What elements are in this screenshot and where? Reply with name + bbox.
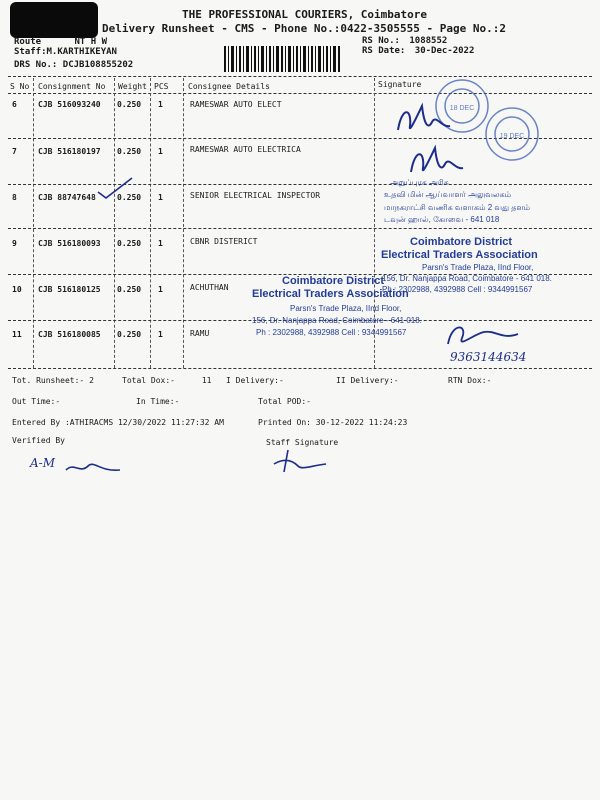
company-title: THE PROFESSIONAL COURIERS, Coimbatore xyxy=(182,8,428,21)
assoc-stamp-phone: Ph : 2302988, 4392988 Cell : 9344991567 xyxy=(256,328,407,337)
row-consignee: ACHUTHAN xyxy=(190,283,229,292)
row-consignee: SENIOR ELECTRICAL INSPECTOR xyxy=(190,191,321,200)
assoc-stamp-phone: Ph : 2302988, 4392988 Cell : 9344991567 xyxy=(382,285,533,294)
svg-text:18 DEC: 18 DEC xyxy=(449,105,475,112)
row-pcs: 1 xyxy=(158,147,163,156)
col-divider xyxy=(33,78,34,368)
total-dox-value: 11 xyxy=(201,376,212,385)
row-weight: 0.250 xyxy=(117,330,142,339)
signature-scribble xyxy=(444,318,524,354)
row-sno: 8 xyxy=(12,193,17,202)
row-consignment: CJB 516180197 xyxy=(38,147,101,156)
assoc-stamp-address: 156, Dr. Nanjappa Road, Coimbatore - 641 018. xyxy=(252,316,422,325)
assoc-stamp-address: Parsn's Trade Plaza, IInd Floor, xyxy=(422,263,534,272)
col-sno: S No xyxy=(10,82,30,91)
col-divider xyxy=(183,78,184,368)
tamil-stamp-line: டவுன் ஹால், கோவை - 641 018 xyxy=(384,215,500,224)
row-weight: 0.250 xyxy=(117,193,142,202)
row-weight: 0.250 xyxy=(117,239,142,248)
tamil-stamp-line: அறுப்புரக அரிசு xyxy=(390,178,449,187)
tot-runsheet: Tot. Runsheet:- 2 xyxy=(12,376,94,385)
row-sno: 10 xyxy=(12,285,22,294)
staff-label: Staff: xyxy=(14,47,47,57)
tamil-stamp-line: உதவி மின் ஆய்வாளர் அலுவலகம் xyxy=(384,190,512,199)
table-bottom-rule xyxy=(8,368,592,369)
row-pcs: 1 xyxy=(158,330,163,339)
assoc-stamp-address: Parsn's Trade Plaza, IInd Floor, xyxy=(290,304,402,313)
handwritten-phone: 9363144634 xyxy=(450,350,527,364)
total-dox xyxy=(122,376,211,385)
drs-value: DCJB108855202 xyxy=(62,60,134,70)
row-rule xyxy=(8,228,592,229)
col-consignee: Consignee Details xyxy=(188,82,270,91)
col-signature: Signature xyxy=(378,80,422,89)
staff-signature-mark xyxy=(270,448,330,478)
rs-no-line xyxy=(362,36,447,46)
row-weight: 0.250 xyxy=(117,285,142,294)
staff-value: M.KARTHIKEYAN xyxy=(46,47,117,57)
col-divider xyxy=(150,78,151,368)
drs-line xyxy=(14,60,133,70)
row-consignee: RAMU xyxy=(190,329,210,338)
printed-on: Printed On: 30-12-2022 11:24:23 xyxy=(258,418,408,427)
signature-scribble xyxy=(392,100,472,144)
route-value: NT H W xyxy=(74,37,108,47)
rs-date-label: RS Date: xyxy=(362,46,406,56)
row-pcs: 1 xyxy=(158,193,163,202)
row-consignment: CJB 516180125 xyxy=(38,285,101,294)
row-consignment: CJB 516180093 xyxy=(38,239,101,248)
i-delivery: I Delivery:- xyxy=(226,376,284,385)
col-consignment: Consignment No xyxy=(38,82,106,91)
staff-line xyxy=(14,47,117,57)
redacted-mark xyxy=(10,2,98,38)
rs-no-value: 1088552 xyxy=(409,36,448,46)
row-weight: 0.250 xyxy=(117,147,142,156)
row-consignment: CJB 516180085 xyxy=(38,330,101,339)
row-pcs: 1 xyxy=(158,100,163,109)
tamil-stamp-line: மாநகராட்சி வணிக வளாகம் 2 வது தளம் xyxy=(384,203,531,212)
col-pcs: PCS xyxy=(154,82,169,91)
tick-mark xyxy=(96,176,136,202)
row-pcs: 1 xyxy=(158,239,163,248)
assoc-stamp-title: Electrical Traders Association xyxy=(381,249,538,261)
row-consignee: RAMESWAR AUTO ELECTRICA xyxy=(190,145,301,154)
runsheet-subtitle: Delivery Runsheet - CMS - Phone No.:0422-3505555 - Page No.:2 xyxy=(102,22,506,35)
rtn-dox: RTN Dox:- xyxy=(448,376,492,385)
row-consignment: CJB 88747648 xyxy=(38,193,96,202)
rs-date-value: 30-Dec-2022 xyxy=(414,46,475,56)
col-divider xyxy=(114,78,115,368)
drs-label: DRS No.: xyxy=(14,60,58,70)
col-weight: Weight xyxy=(118,82,147,91)
rs-no-label: RS No.: xyxy=(362,36,400,46)
row-consignee: CBNR DISTERICT xyxy=(190,237,258,246)
rs-date-line xyxy=(362,46,474,56)
ii-delivery: II Delivery:- xyxy=(336,376,399,385)
verified-by: Verified By xyxy=(12,436,65,445)
route-label xyxy=(14,37,107,47)
out-time: Out Time:- xyxy=(12,397,61,406)
row-sno: 6 xyxy=(12,100,17,109)
verified-signature: A-M xyxy=(30,456,56,470)
assoc-stamp-title: Coimbatore District xyxy=(410,236,513,248)
barcode xyxy=(224,46,342,72)
entered-by: Entered By :ATHIRACMS 12/30/2022 11:27:32 AM xyxy=(12,418,224,427)
assoc-stamp-address: 156, Dr. Nanjappa Road, Coimbatore - 641 018. xyxy=(382,274,552,283)
verified-signature-stroke xyxy=(64,458,124,478)
row-sno: 11 xyxy=(12,330,22,339)
total-dox-label: Total Dox:- xyxy=(122,376,175,385)
row-pcs: 1 xyxy=(158,285,163,294)
row-consignee: RAMESWAR AUTO ELECT xyxy=(190,100,282,109)
total-pod: Total POD:- xyxy=(258,397,311,406)
in-time: In Time:- xyxy=(136,397,180,406)
row-sno: 7 xyxy=(12,147,17,156)
assoc-stamp-title: Coimbatore District xyxy=(282,275,385,287)
svg-text:19 DEC: 19 DEC xyxy=(499,133,525,140)
row-weight: 0.250 xyxy=(117,100,142,109)
staff-signature: Staff Signature xyxy=(266,438,339,447)
row-consignment: CJB 516093240 xyxy=(38,100,101,109)
row-sno: 9 xyxy=(12,239,17,248)
assoc-stamp-title: Electrical Traders Association xyxy=(252,288,409,300)
route-label-text: Route xyxy=(14,37,42,47)
